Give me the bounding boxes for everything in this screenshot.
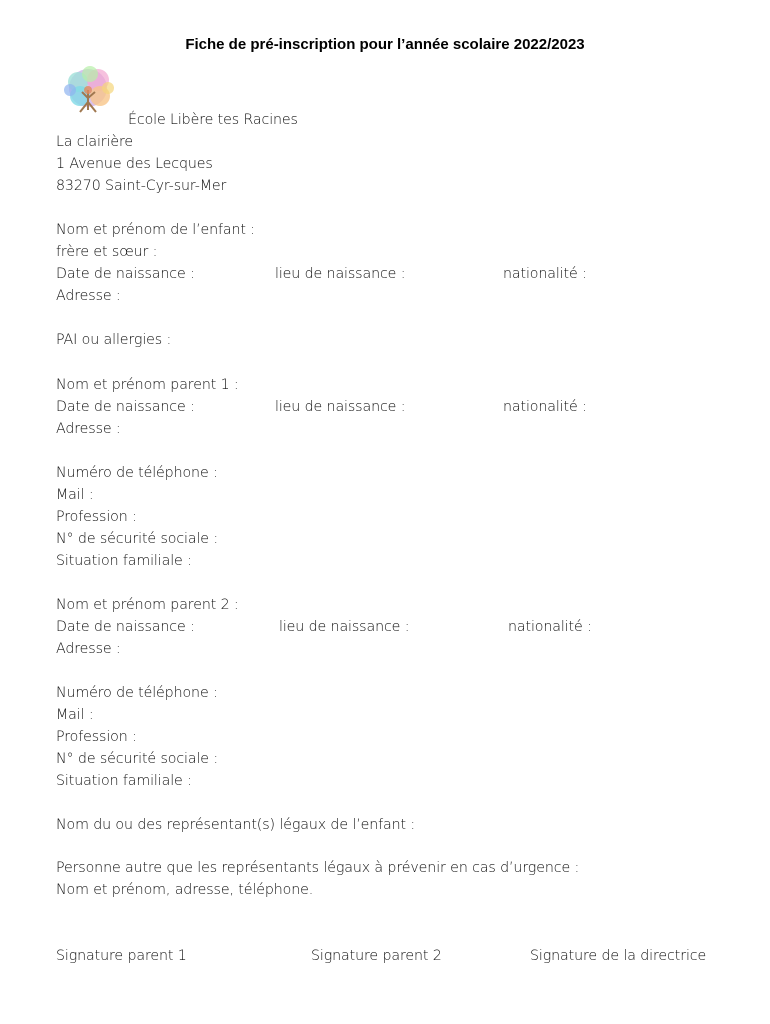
- child-birthplace-label: lieu de naissance :: [275, 266, 406, 282]
- emergency-contact-line2: Nom et prénom, adresse, téléphone.: [56, 882, 314, 898]
- parent2-mail-label: Mail :: [56, 707, 94, 723]
- child-birthdate-label: Date de naissance :: [56, 266, 195, 282]
- child-birth-row: [56, 263, 656, 285]
- legal-representatives-label: Nom du ou des représentant(s) légaux de l’enfant :: [56, 817, 416, 833]
- parent1-family-label: Situation familiale :: [56, 553, 192, 569]
- school-street: 1 Avenue des Lecques: [56, 156, 213, 172]
- parent1-nationality-label: nationalité :: [503, 399, 587, 415]
- school-city: 83270 Saint-Cyr-sur-Mer: [56, 178, 227, 194]
- parent1-birthplace-label: lieu de naissance :: [275, 399, 406, 415]
- parent1-ssn-label: N° de sécurité sociale :: [56, 531, 219, 547]
- parent2-name-label: Nom et prénom parent 2 :: [56, 597, 239, 613]
- parent1-phone-label: Numéro de téléphone :: [56, 465, 218, 481]
- parent1-name-label: Nom et prénom parent 1 :: [56, 377, 239, 393]
- signature-parent2: Signature parent 2: [311, 948, 442, 964]
- parent2-birth-row: [56, 616, 656, 638]
- parent2-profession-label: Profession :: [56, 729, 137, 745]
- parent1-profession-label: Profession :: [56, 509, 137, 525]
- signature-director: Signature de la directrice: [530, 948, 707, 964]
- school-place: La clairière: [56, 134, 134, 150]
- parent2-family-label: Situation familiale :: [56, 773, 192, 789]
- parent2-birthdate-label: Date de naissance :: [56, 619, 195, 635]
- parent2-address-label: Adresse :: [56, 641, 121, 657]
- document-title: Fiche de pré-inscription pour l’année scolaire 2022/2023: [185, 36, 585, 53]
- school-logo-tree-icon: [58, 62, 126, 124]
- parent2-birthplace-label: lieu de naissance :: [279, 619, 410, 635]
- school-name: École Libère tes Racines: [128, 112, 298, 128]
- parent2-ssn-label: N° de sécurité sociale :: [56, 751, 219, 767]
- parent1-birth-row: [56, 396, 656, 418]
- parent1-birthdate-label: Date de naissance :: [56, 399, 195, 415]
- child-address-label: Adresse :: [56, 288, 121, 304]
- emergency-contact-line1: Personne autre que les représentants légaux à prévenir en cas d’urgence :: [56, 860, 580, 876]
- child-name-label: Nom et prénom de l’enfant :: [56, 222, 255, 238]
- parent2-phone-label: Numéro de téléphone :: [56, 685, 218, 701]
- parent1-mail-label: Mail :: [56, 487, 94, 503]
- child-nationality-label: nationalité :: [503, 266, 587, 282]
- parent2-nationality-label: nationalité :: [508, 619, 592, 635]
- signature-parent1: Signature parent 1: [56, 948, 187, 964]
- child-siblings-label: frère et sœur :: [56, 244, 158, 260]
- parent1-address-label: Adresse :: [56, 421, 121, 437]
- pai-label: PAI ou allergies :: [56, 332, 172, 348]
